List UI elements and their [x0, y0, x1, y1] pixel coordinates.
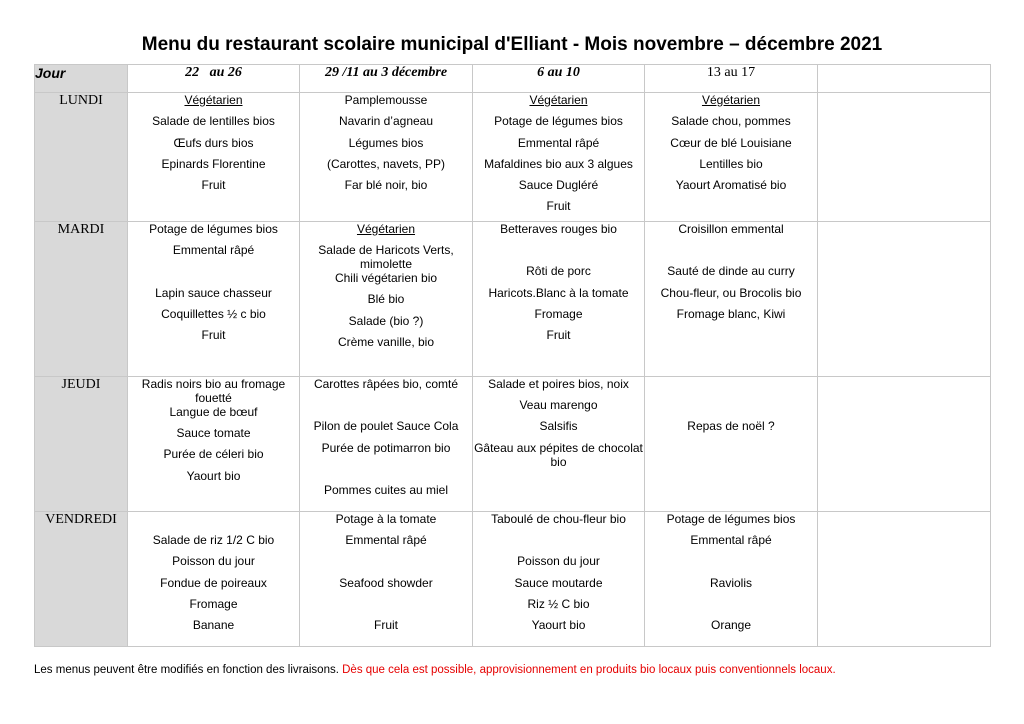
menu-item: Mafaldines bio aux 3 algues: [484, 156, 633, 171]
menu-item: Rôti de porc: [526, 264, 591, 279]
menu-item: (Carottes, navets, PP): [326, 156, 446, 171]
week-header: 22 au 26: [128, 65, 300, 93]
day-row: [35, 221, 991, 376]
day-label: MARDI: [35, 221, 128, 376]
menu-item: Lapin sauce chasseur: [155, 285, 272, 300]
menu-cell: [818, 93, 991, 222]
menu-item: Veau marengo: [519, 398, 598, 413]
day-label: JEUDI: [35, 376, 128, 511]
menu-item: Emmental râpé: [690, 533, 772, 548]
menu-item: Poisson du jour: [517, 554, 600, 569]
day-label: LUNDI: [35, 93, 128, 222]
menu-item: Salade et poires bios, noix: [488, 376, 629, 391]
menu-item: Sauce Dugléré: [518, 178, 599, 193]
menu-cell: [818, 221, 991, 376]
menu-item: Fruit: [201, 328, 226, 343]
menu-cell: [645, 376, 818, 511]
menu-item: Salade chou, pommes: [671, 114, 791, 129]
day-row: [35, 376, 991, 511]
menu-item: Purée de potimarron bio: [321, 440, 451, 455]
menu-item: Fruit: [201, 178, 226, 193]
menu-item: Chou-fleur, ou Brocolis bio: [660, 285, 802, 300]
menu-cell: [128, 376, 300, 511]
menu-item: Sauté de dinde au curry: [667, 264, 795, 279]
menu-item: Cœur de blé Louisiane: [670, 135, 792, 150]
menu-item: Yaourt bio: [186, 468, 241, 483]
menu-item: Blé bio: [367, 292, 405, 307]
menu-item: Fruit: [374, 618, 398, 633]
menu-cell: [645, 221, 818, 376]
menu-item: [300, 554, 472, 575]
menu-item: Emmental râpé: [172, 243, 255, 258]
menu-item: Salade de riz 1/2 C bio: [152, 533, 275, 548]
menu-item: Poisson du jour: [172, 554, 255, 569]
menu-item: Croisillon emmental: [678, 221, 784, 236]
menu-item: Végétarien: [184, 93, 243, 107]
menu-item: [128, 264, 299, 285]
menu-item: Repas de noël ?: [687, 419, 775, 434]
menu-cell: [645, 93, 818, 222]
week-header: [818, 65, 991, 93]
menu-item: Epinards Florentine: [161, 156, 266, 171]
menu-item: Betteraves rouges bio: [500, 221, 617, 236]
menu-item: Gâteau aux pépites de chocolat bio: [474, 440, 643, 469]
menu-item: Fondue de poireaux: [160, 575, 267, 590]
footer-note-black: Les menus peuvent être modifiés en fonction des livraisons.: [34, 664, 343, 676]
header-row: [35, 65, 991, 93]
menu-table: [34, 64, 991, 647]
menu-item: Fruit: [546, 199, 571, 214]
day-row: [35, 511, 991, 646]
menu-cell: [645, 511, 818, 646]
menu-item: Fromage: [534, 306, 583, 321]
menu-cell: [128, 511, 300, 646]
menu-item: Chili végétarien bio: [334, 271, 438, 286]
menu-cell: [473, 93, 645, 222]
menu-item: Potage de légumes bios: [149, 221, 278, 236]
menu-item: [645, 554, 817, 575]
menu-item: Haricots.Blanc à la tomate: [488, 285, 629, 300]
menu-item: Purée de céleri bio: [163, 447, 264, 462]
menu-item: Végétarien: [701, 93, 761, 107]
menu-cell: [818, 376, 991, 511]
menu-item: [473, 533, 644, 554]
menu-cell: [128, 93, 300, 222]
menu-item: Potage à la tomate: [335, 511, 437, 526]
menu-cell: [128, 221, 300, 376]
menu-item: Salsifis: [539, 419, 578, 434]
week-header: 29 /11 au 3 décembre: [300, 65, 473, 93]
menu-item: Salade (bio ?): [348, 313, 424, 328]
menu-item: Raviolis: [709, 575, 752, 590]
menu-item: Œufs durs bios: [173, 135, 254, 150]
menu-item: Pommes cuites au miel: [323, 483, 449, 498]
menu-item: Yaourt bio: [531, 618, 586, 633]
menu-item: Végétarien: [529, 93, 588, 107]
menu-item: Banane: [192, 618, 235, 633]
menu-item: Orange: [710, 618, 752, 633]
menu-item: Langue de bœuf: [169, 404, 258, 419]
menu-item: Fruit: [546, 328, 571, 343]
menu-item: [645, 398, 817, 419]
menu-item: Pamplemousse: [344, 93, 428, 107]
menu-item: Potage de légumes bios: [494, 114, 623, 129]
week-header: 6 au 10: [473, 65, 645, 93]
menu-item: Pilon de poulet Sauce Cola: [313, 419, 459, 434]
menu-item: Végétarien: [356, 221, 416, 236]
menu-cell: [300, 93, 473, 222]
menu-item: Coquillettes ½ c bio: [161, 306, 266, 321]
menu-item: [128, 512, 299, 533]
jour-header: Jour: [35, 65, 128, 93]
menu-item: Salade de lentilles bios: [152, 114, 275, 129]
day-label: VENDREDI: [35, 511, 128, 646]
menu-cell: [473, 221, 645, 376]
menu-cell: [300, 511, 473, 646]
menu-item: [300, 462, 472, 483]
menu-item: Far blé noir, bio: [344, 178, 428, 193]
menu-cell: [300, 221, 473, 376]
menu-item: Taboulé de chou-fleur bio: [491, 511, 626, 526]
menu-cell: [473, 376, 645, 511]
menu-item: Sauce tomate: [176, 426, 251, 441]
menu-item: [300, 398, 472, 419]
menu-item: Emmental râpé: [345, 533, 427, 548]
menu-item: Emmental râpé: [517, 135, 600, 150]
footer-note: [34, 664, 836, 676]
menu-item: Seafood showder: [339, 575, 433, 590]
menu-item: [645, 377, 817, 398]
menu-cell: [300, 376, 473, 511]
menu-cell: [473, 511, 645, 646]
menu-item: Crème vanille, bio: [337, 334, 435, 349]
day-row: [35, 93, 991, 222]
menu-item: Légumes bios: [348, 135, 424, 150]
menu-item: Radis noirs bio au fromage fouetté: [141, 376, 286, 405]
page-title: Menu du restaurant scolaire municipal d'Elliant - Mois novembre – décembre 2021: [141, 34, 883, 55]
menu-item: Fromage: [189, 596, 238, 611]
menu-item: [473, 243, 644, 264]
menu-item: Salade de Haricots Verts, mimolette: [318, 243, 454, 272]
menu-cell: [818, 511, 991, 646]
menu-item: [645, 243, 817, 264]
menu-item: Potage de légumes bios: [666, 511, 796, 526]
menu-item: Lentilles bio: [699, 156, 763, 171]
menu-item: [300, 597, 472, 618]
menu-item: Carottes râpées bio, comté: [313, 376, 459, 391]
menu-item: Fromage blanc, Kiwi: [676, 306, 786, 321]
footer-note-red: Dès que cela est possible, approvisionnement en produits bio locaux puis conventionnels locaux.: [342, 664, 836, 676]
menu-item: Sauce moutarde: [514, 575, 603, 590]
menu-item: Yaourt Aromatisé bio: [675, 178, 787, 193]
menu-item: [645, 597, 817, 618]
week-header: 13 au 17: [645, 65, 818, 93]
menu-item: Riz ½ C bio: [527, 596, 590, 611]
menu-item: Navarin d’agneau: [338, 114, 434, 129]
